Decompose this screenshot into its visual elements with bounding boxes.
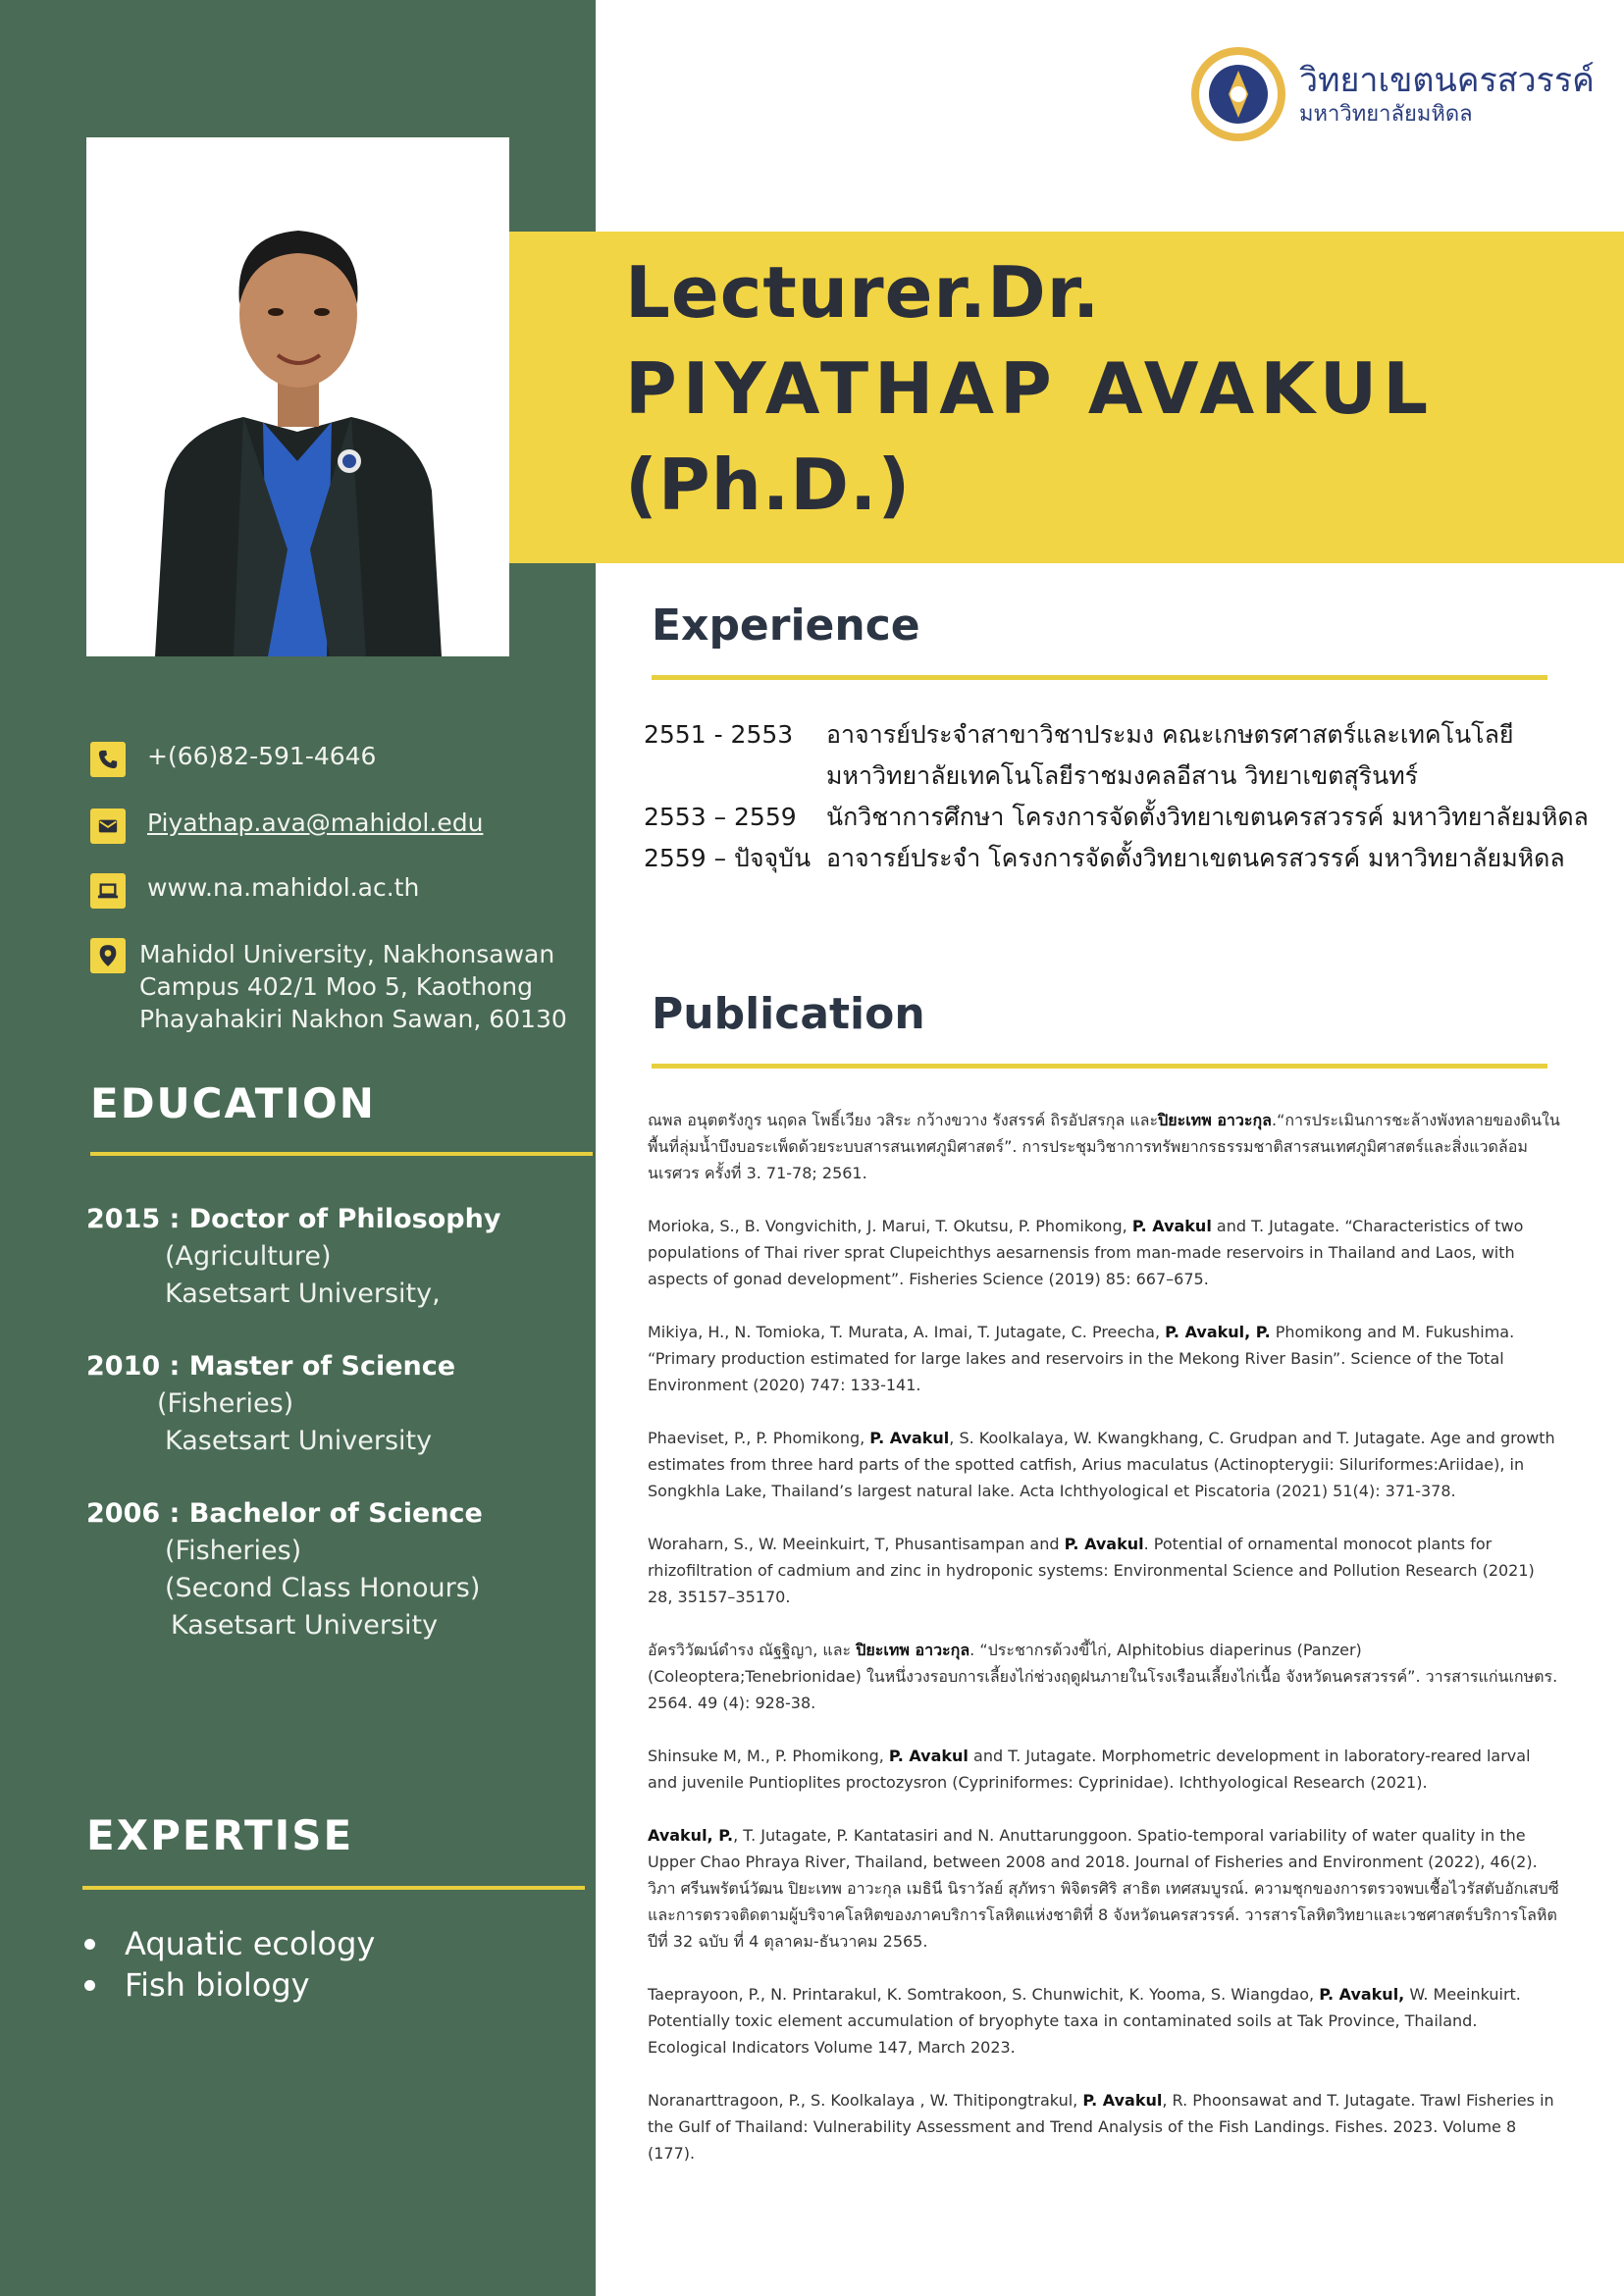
education-item xyxy=(86,1201,500,1313)
contact-address xyxy=(90,938,567,1035)
pub-author-highlight: Avakul, P. xyxy=(648,1826,734,1845)
experience-text: มหาวิทยาลัยเทคโนโลยีราชมงคลอีสาน วิทยาเขตสุรินทร์ xyxy=(826,761,1419,790)
publication-item xyxy=(648,2087,1560,2166)
pub-author-highlight: P. Avakul xyxy=(869,1429,950,1447)
address-line: Phayahakiri Nakhon Sawan, 60130 xyxy=(139,1005,567,1033)
address-line: Mahidol University, Nakhonsawan xyxy=(139,940,555,968)
education-item xyxy=(86,1348,455,1460)
pub-author-highlight: P. Avakul, xyxy=(1319,1985,1405,2004)
degree-field: (Agriculture) xyxy=(165,1241,332,1272)
bullet-icon xyxy=(84,1980,95,1991)
education-heading: EDUCATION xyxy=(90,1079,376,1127)
pub-author-highlight: P. Avakul xyxy=(1082,2091,1163,2110)
expertise-label: Fish biology xyxy=(125,1966,310,2004)
university-seal-icon xyxy=(1189,45,1287,143)
pub-author-highlight: P. Avakul xyxy=(888,1747,969,1765)
experience-row xyxy=(644,756,1589,797)
title-degree: (Ph.D.) xyxy=(625,444,912,526)
pub-details: . Potential of ornamental monocot plants for rhizofiltration of cadmium and zinc in hydroponic systems: Environmental Science and Pollution Research (2021) 28, 35157–35170. xyxy=(648,1535,1535,1606)
expertise-label: Aquatic ecology xyxy=(125,1925,376,1962)
degree-institution: Kasetsart University, xyxy=(165,1278,441,1309)
title-rank: Lecturer.Dr. xyxy=(625,251,1101,334)
degree-institution: Kasetsart University xyxy=(165,1426,433,1456)
expertise-heading: EXPERTISE xyxy=(86,1811,354,1859)
degree-institution: Kasetsart University xyxy=(171,1610,439,1641)
publication-item xyxy=(648,1531,1560,1610)
expertise-divider xyxy=(82,1886,585,1890)
experience-text: อาจารย์ประจำสาขาวิชาประมง คณะเกษตรศาสตร์และเทคโนโลยี xyxy=(826,720,1514,749)
pub-authors: Taeprayoon, P., N. Printarakul, K. Somtrakoon, S. Chunwichit, K. Yooma, S. Wiangdao, xyxy=(648,1985,1320,2004)
mail-icon xyxy=(90,809,126,844)
pub-authors: Morioka, S., B. Vongvichith, J. Marui, T. Okutsu, P. Phomikong, xyxy=(648,1217,1132,1235)
contact-phone[interactable] xyxy=(90,742,376,777)
pub-details: .“การประเมินการชะล้างพังทลายของดินในพื้นที่ลุ่มน้ำบึงบอระเพ็ดด้วยระบบสารสนเทศภูมิศาสตร์”. การประชุมวิชาการทรัพยากรธรรมชาติสารสนเทศภูมิศาสตร์และสิ่งแวดล้อม นเรศวร ครั้งที่ 3. 71-78; 2561. xyxy=(648,1111,1560,1182)
publication-item xyxy=(648,1107,1560,1186)
experience-years: 2559 – ปัจจุบัน xyxy=(644,844,812,872)
pub-details: , S. Koolkalaya, W. Kwangkhang, C. Grudpan and T. Jutagate. Age and growth estimates from three hard parts of the spotted catfish, Arius maculatus (Actinopterygii: Siluriformes:Ariidae), in Songkhla Lake, Thailand’s largest natural lake. Acta Ichthyological et Piscatoria (2021) 51(4): 371-378. xyxy=(648,1429,1555,1500)
experience-text: นักวิชาการศึกษา โครงการจัดตั้งวิทยาเขตนครสวรรค์ มหาวิทยาลัยมหิดล xyxy=(826,803,1589,831)
publication-heading: Publication xyxy=(652,989,925,1039)
logo-campus-name: วิทยาเขตนครสวรรค์ xyxy=(1299,61,1595,100)
experience-row xyxy=(644,714,1589,756)
expertise-list xyxy=(84,1923,375,2006)
degree-honours: (Second Class Honours) xyxy=(165,1573,481,1603)
publication-item xyxy=(648,1637,1560,1716)
pub-authors: Mikiya, H., N. Tomioka, T. Murata, A. Imai, T. Jutagate, C. Preecha, xyxy=(648,1323,1166,1341)
address-line: Campus 402/1 Moo 5, Kaothong xyxy=(139,972,533,1001)
pub-authors: Noranarttragoon, P., S. Koolkalaya , W. Thitipongtrakul, xyxy=(648,2091,1083,2110)
pub-author-highlight: ปิยะเทพ อาวะกุล xyxy=(1158,1111,1272,1129)
location-pin-icon xyxy=(90,938,126,973)
pub-authors: ณพล อนุตตรังกูร นฤดล โพธิ์เวียง วสิระ กว้างขวาง รังสรรค์ ถิรอัปสรกุล และ xyxy=(648,1111,1159,1129)
publication-list xyxy=(648,1107,1560,2193)
publication-item xyxy=(648,1743,1560,1796)
experience-divider xyxy=(652,675,1547,680)
pub-author-highlight: ปิยะเทพ อาวะกุล xyxy=(856,1641,970,1659)
education-divider xyxy=(90,1152,593,1156)
publication-item xyxy=(648,1319,1560,1398)
phone-icon xyxy=(90,742,126,777)
profile-photo xyxy=(86,137,509,656)
contact-email[interactable] xyxy=(90,809,483,844)
pub-author-highlight: P. Avakul xyxy=(1064,1535,1144,1553)
contact-website[interactable] xyxy=(90,873,419,909)
publication-divider xyxy=(652,1064,1547,1069)
website-link[interactable]: www.na.mahidol.ac.th xyxy=(147,873,420,902)
degree-title: 2006 : Bachelor of Science xyxy=(86,1498,483,1529)
pub-details: W. Meeinkuirt. Potentially toxic element accumulation of bryophyte taxa in contaminated soils at Tak Province, Thailand. Ecological Indicators Volume 147, March 2023. xyxy=(648,1985,1521,2057)
laptop-icon xyxy=(90,873,126,909)
degree-title: 2010 : Master of Science xyxy=(86,1351,456,1382)
pub-details: and T. Jutagate. Morphometric development in laboratory-reared larval and juvenile Puntioplites proctozysron (Cypriniformes: Cyprinidae). Ichthyological Research (2021). xyxy=(648,1747,1531,1792)
pub-authors: Woraharn, S., W. Meeinkuirt, T, Phusantisampan and xyxy=(648,1535,1065,1553)
phone-number: +(66)82-591-4646 xyxy=(147,742,377,770)
experience-years: 2551 - 2553 xyxy=(644,720,794,749)
experience-row xyxy=(644,838,1589,879)
experience-years xyxy=(644,756,826,797)
pub-details: . “ประชากรด้วงขี้ไก่, Alphitobius diaperinus (Panzer) (Coleoptera;Tenebrionidae) ในหนึ่งวงรอบการเลี้ยงไก่ช่วงฤดูฝนภายในโรงเรือนเลี้ยงไก่เนื้อ จังหวัดนครสวรรค์”. วารสารแก่นเกษตร. 2564. 49 (4): 928-38. xyxy=(648,1641,1558,1712)
experience-row xyxy=(644,797,1589,838)
email-link[interactable]: Piyathap.ava@mahidol.edu xyxy=(147,809,484,837)
degree-field: (Fisheries) xyxy=(165,1536,302,1566)
experience-text: อาจารย์ประจำ โครงการจัดตั้งวิทยาเขตนครสวรรค์ มหาวิทยาลัยมหิดล xyxy=(826,844,1565,872)
experience-years: 2553 – 2559 xyxy=(644,803,797,831)
publication-item xyxy=(648,1425,1560,1504)
experience-heading: Experience xyxy=(652,600,920,651)
logo-university-name: มหาวิทยาลัยมหิดล xyxy=(1299,102,1473,127)
title-band xyxy=(509,232,1624,563)
university-logo xyxy=(1189,45,1601,143)
degree-title: 2015 : Doctor of Philosophy xyxy=(86,1204,501,1234)
pub-authors: อัครวิวัฒน์ดำรง ณัฐฐิญา, และ xyxy=(648,1641,857,1659)
pub-details: and T. Jutagate. “Characteristics of two populations of Thai river sprat Clupeichthys aesarnensis from man-made reservoirs in Thailand and Laos, with aspects of gonad development”. Fisheries Science (2019) 85: 667–675. xyxy=(648,1217,1524,1288)
pub-authors: Shinsuke M, M., P. Phomikong, xyxy=(648,1747,889,1765)
pub-details: Phomikong and M. Fukushima. “Primary production estimated for large lakes and reservoirs in the Mekong River Basin”. Science of the Total Environment (2020) 747: 133-141. xyxy=(648,1323,1515,1394)
pub-author-highlight: P. Avakul xyxy=(1131,1217,1212,1235)
education-item xyxy=(86,1495,483,1644)
pub-author-highlight: P. Avakul, P. xyxy=(1165,1323,1271,1341)
publication-item xyxy=(648,1213,1560,1292)
expertise-item xyxy=(84,1964,375,2006)
experience-list xyxy=(644,714,1589,879)
pub-details: , R. Phoonsawat and T. Jutagate. Trawl Fisheries in the Gulf of Thailand: Vulnerability Assessment and Trend Analysis of the Fish Landings. Fishes. 2023. Volume 8 (177). xyxy=(648,2091,1554,2163)
expertise-item xyxy=(84,1923,375,1964)
title-name: PIYATHAP AVAKUL xyxy=(625,347,1435,430)
publication-item xyxy=(648,1981,1560,2061)
publication-item xyxy=(648,1822,1560,1955)
pub-details: , T. Jutagate, P. Kantatasiri and N. Anuttarunggoon. Spatio-temporal variability of water quality in the Upper Chao Phraya River, Thailand, between 2008 and 2018. Journal of Fisheries and Environment (2022), 46(2). วิภา ศรีนพรัตน์วัฒน ปิยะเทพ อาวะกุล เมธินี นิราวัลย์ สุภัทรา พิจิตรศิริ สาธิต เทศสมบูรณ์. ความชุกของการตรวจพบเชื้อไวรัสตับอักเสบซีและการตรวจติดตามผู้บริจาคโลหิตของภาคบริการโลหิตแห่งชาติที่ 8 จังหวัดนครสวรรค์. วารสารโลหิตวิทยาและเวชศาสตร์บริการโลหิต ปีที่ 32 ฉบับ ที่ 4 ตุลาคม-ธันวาคม 2565. xyxy=(648,1826,1559,1951)
address-text xyxy=(139,938,567,1035)
bullet-icon xyxy=(84,1939,95,1950)
degree-field: (Fisheries) xyxy=(157,1388,294,1419)
pub-authors: Phaeviset, P., P. Phomikong, xyxy=(648,1429,870,1447)
